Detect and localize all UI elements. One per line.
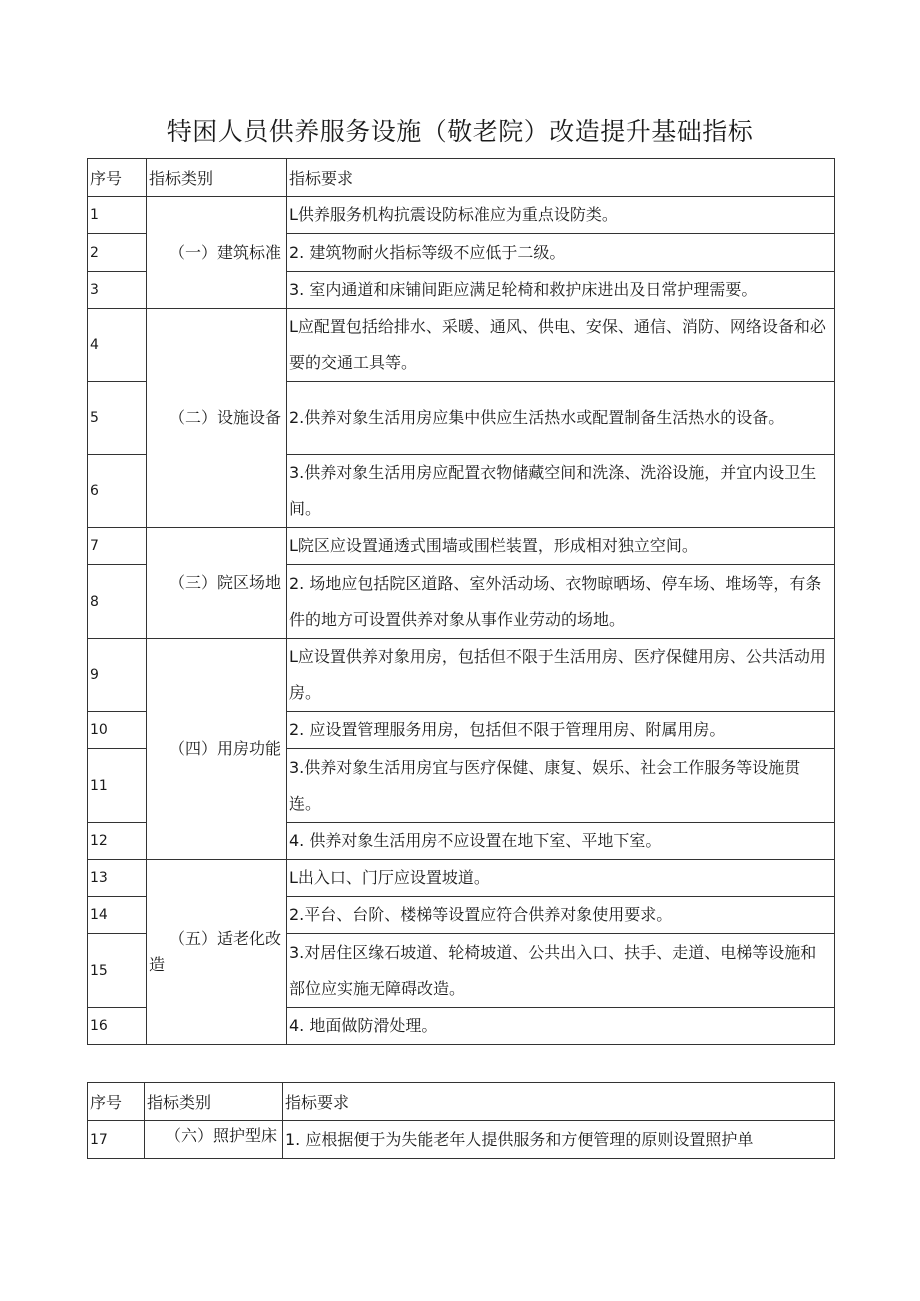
header-category: 指标类别 [147, 159, 287, 197]
row-number: 11 [88, 749, 147, 823]
header-no: 序号 [88, 1083, 145, 1121]
requirement-cell: L院区应设置通透式围墙或围栏装置，形成相对独立空间。 [287, 528, 835, 565]
table-header-row [88, 159, 835, 197]
requirement-cell: L应配置包括给排水、采暖、通风、供电、安保、通信、消防、网络设备和必要的交通工具等。 [287, 309, 835, 382]
requirement-cell: 4. 地面做防滑处理。 [287, 1008, 835, 1045]
category-cell: （四）用房功能 [147, 639, 287, 860]
row-number: 16 [88, 1008, 147, 1045]
table-row [88, 197, 835, 234]
category-text: （六）照护型床 [165, 1126, 278, 1145]
row-number: 2 [88, 234, 147, 272]
requirement-cell: 2.平台、台阶、楼梯等设置应符合供养对象使用要求。 [287, 897, 835, 934]
requirement-cell: 3.对居住区缘石坡道、轮椅坡道、公共出入口、扶手、走道、电梯等设施和部位应实施无障碍改造。 [287, 934, 835, 1008]
requirement-cell: 2. 场地应包括院区道路、室外活动场、衣物晾晒场、停车场、堆场等，有条件的地方可设置供养对象从事作业劳动的场地。 [287, 565, 835, 639]
row-number: 8 [88, 565, 147, 639]
category-cell: （三）院区场地 [147, 528, 287, 639]
table-row [88, 309, 835, 382]
row-number: 14 [88, 897, 147, 934]
header-no: 序号 [88, 159, 147, 197]
row-number: 17 [88, 1121, 145, 1159]
row-number: 3 [88, 272, 147, 309]
requirement-cell: 2. 应设置管理服务用房，包括但不限于管理用房、附属用房。 [287, 712, 835, 749]
table-row [88, 528, 835, 565]
table-row [88, 639, 835, 712]
row-number: 4 [88, 309, 147, 382]
row-number: 7 [88, 528, 147, 565]
requirement-cell: 3. 室内通道和床铺间距应满足轮椅和救护床进出及日常护理需要。 [287, 272, 835, 309]
category-cell: （五）适老化改造 [147, 860, 287, 1045]
requirement-cell: L供养服务机构抗震设防标准应为重点设防类。 [287, 197, 835, 234]
row-number: 13 [88, 860, 147, 897]
indicator-table-continued [87, 1082, 835, 1159]
header-requirement: 指标要求 [283, 1083, 835, 1121]
requirement-cell: 3.供养对象生活用房应配置衣物储藏空间和洗涤、洗浴设施，并宜内设卫生间。 [287, 455, 835, 528]
table-row [88, 1121, 835, 1159]
row-number: 6 [88, 455, 147, 528]
requirement-cell: L应设置供养对象用房，包括但不限于生活用房、医疗保健用房、公共活动用房。 [287, 639, 835, 712]
table-header-row [88, 1083, 835, 1121]
row-number: 12 [88, 823, 147, 860]
requirement-cell: L出入口、门厅应设置坡道。 [287, 860, 835, 897]
row-number: 15 [88, 934, 147, 1008]
requirement-cell: 3.供养对象生活用房宜与医疗保健、康复、娱乐、社会工作服务等设施贯连。 [287, 749, 835, 823]
requirement-cell: 2.供养对象生活用房应集中供应生活热水或配置制备生活热水的设备。 [287, 382, 835, 455]
row-number: 10 [88, 712, 147, 749]
header-requirement: 指标要求 [287, 159, 835, 197]
row-number: 5 [88, 382, 147, 455]
requirement-cell [283, 1121, 835, 1159]
page-title: 特困人员供养服务设施（敬老院）改造提升基础指标 [166, 117, 754, 146]
row-number: 1 [88, 197, 147, 234]
requirement-cell: 4. 供养对象生活用房不应设置在地下室、平地下室。 [287, 823, 835, 860]
requirement-text: 1. 应根据便于为失能老年人提供服务和方便管理的原则设置照护单 [285, 1129, 754, 1149]
category-cell: （二）设施设备 [147, 309, 287, 528]
indicator-table [87, 158, 835, 1045]
header-category: 指标类别 [145, 1083, 283, 1121]
requirement-cell: 2. 建筑物耐火指标等级不应低于二级。 [287, 234, 835, 272]
category-cell: （一）建筑标准 [147, 197, 287, 309]
table-row [88, 860, 835, 897]
row-number: 9 [88, 639, 147, 712]
category-cell [145, 1121, 283, 1159]
